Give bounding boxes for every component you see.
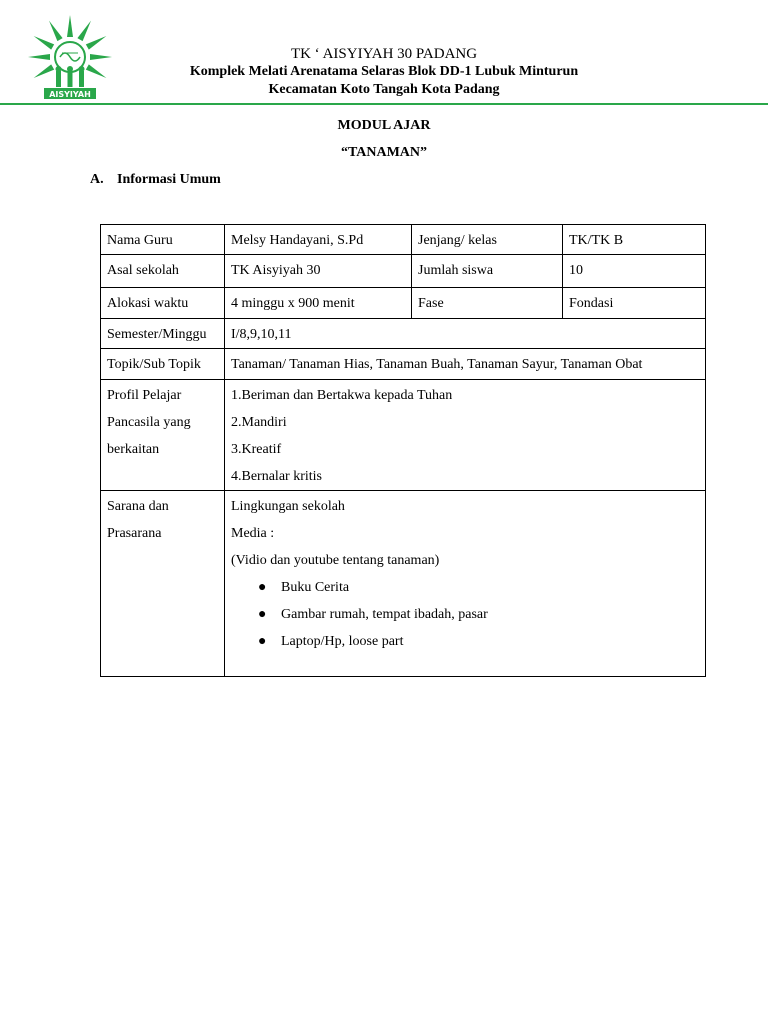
document-subtitle: “TANAMAN” — [340, 145, 428, 160]
bullet-icon: ● — [258, 634, 267, 649]
table-row — [101, 349, 706, 380]
sarana-bullet-list — [231, 574, 699, 655]
table-label-cell: Jenjang/ kelas — [412, 225, 563, 255]
table-value-cell: 4 minggu x 900 menit — [225, 288, 412, 319]
section-title: Informasi Umum — [117, 172, 221, 187]
list-item-text: Buku Cerita — [281, 580, 350, 595]
profil-item: 2.Mandiri — [231, 415, 287, 430]
profil-label-line: berkaitan — [107, 442, 160, 457]
table-label-cell — [101, 380, 225, 491]
table-value-cell: Melsy Handayani, S.Pd — [225, 225, 412, 255]
bullet-icon: ● — [258, 607, 267, 622]
bullet-icon: ● — [258, 580, 267, 595]
table-label-cell: Topik/Sub Topik — [101, 349, 225, 380]
table-value-cell: Fondasi — [563, 288, 706, 319]
list-item-text: Laptop/Hp, loose part — [281, 634, 404, 649]
table-row — [101, 491, 706, 677]
sarana-label-line: Sarana dan — [107, 499, 169, 514]
table-value-cell: TK/TK B — [563, 225, 706, 255]
section-heading — [90, 172, 221, 188]
list-item — [258, 628, 699, 655]
profil-label-line: Profil Pelajar — [107, 388, 182, 403]
table-value-cell: I/8,9,10,11 — [225, 319, 706, 349]
school-name: TK ‘ AISYIYAH 30 PADANG — [290, 46, 478, 62]
table-value-cell — [225, 491, 706, 677]
table-value-cell: TK Aisyiyah 30 — [225, 255, 412, 288]
profil-item: 4.Bernalar kritis — [231, 469, 322, 484]
table-label-cell: Alokasi waktu — [101, 288, 225, 319]
table-label-cell: Asal sekolah — [101, 255, 225, 288]
table-row — [101, 288, 706, 319]
profil-item: 3.Kreatif — [231, 442, 282, 457]
table-label-cell: Fase — [412, 288, 563, 319]
list-item — [258, 601, 699, 628]
address-line-2: Kecamatan Koto Tangah Kota Padang — [268, 82, 500, 97]
header-divider — [0, 103, 768, 105]
table-label-cell: Semester/Minggu — [101, 319, 225, 349]
address-line-1: Komplek Melati Arenatama Selaras Blok DD-1 Lubuk Minturun — [189, 64, 579, 79]
sarana-line: Lingkungan sekolah — [231, 499, 345, 514]
table-row — [101, 255, 706, 288]
table-value-cell: Tanaman/ Tanaman Hias, Tanaman Buah, Tanaman Sayur, Tanaman Obat — [225, 349, 706, 380]
profil-item: 1.Beriman dan Bertakwa kepada Tuhan — [231, 388, 453, 403]
info-table — [100, 224, 706, 677]
table-value-cell — [225, 380, 706, 491]
svg-text:AISYIYAH: AISYIYAH — [49, 90, 91, 99]
table-label-cell: Jumlah siswa — [412, 255, 563, 288]
table-label-cell — [101, 491, 225, 677]
table-label-cell: Nama Guru — [101, 225, 225, 255]
sarana-label-line: Prasarana — [107, 526, 162, 541]
table-row — [101, 319, 706, 349]
list-item-text: Gambar rumah, tempat ibadah, pasar — [281, 607, 488, 622]
profil-label-line: Pancasila yang — [107, 415, 191, 430]
sarana-line: Media : — [231, 526, 275, 541]
section-number: A. — [90, 172, 104, 187]
list-item — [258, 574, 699, 601]
table-value-cell: 10 — [563, 255, 706, 288]
table-row — [101, 225, 706, 255]
document-title: MODUL AJAR — [337, 118, 431, 133]
table-row — [101, 380, 706, 491]
sarana-line: (Vidio dan youtube tentang tanaman) — [231, 553, 440, 568]
